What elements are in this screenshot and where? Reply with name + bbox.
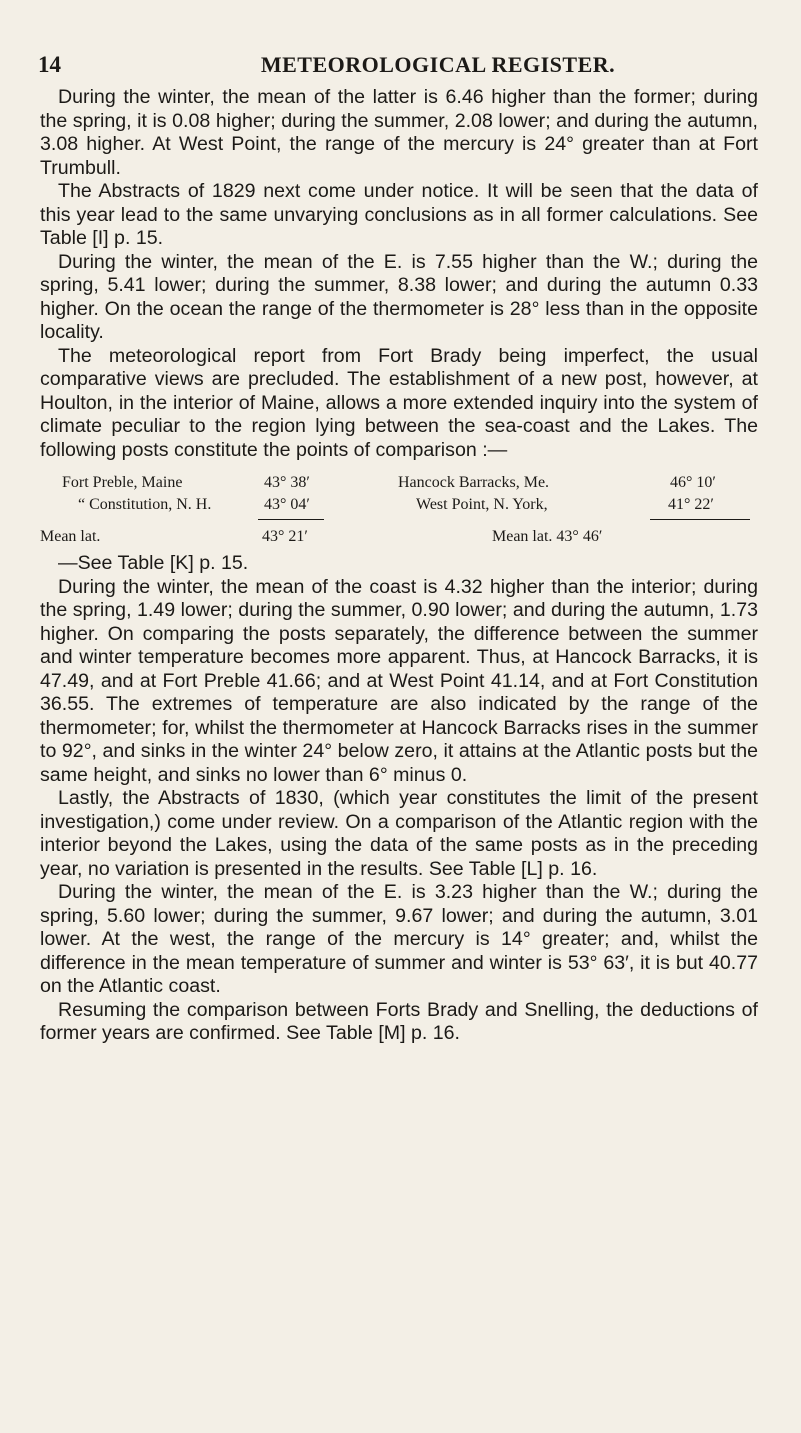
body-text [40, 86, 758, 1046]
paragraph-winter-coast: During the winter, the mean of the coast is 4.32 higher than the interior; during the spring, 1.49 lower; during the summer, 0.90 lower; and during the autumn, 1.73 higher. On comparing the posts separately, the difference between the summer and winter temperature becomes more apparent. Thus, at Hancock Barracks, it is 47.49, and at Fort Preble 41.66; and at West Point 41.14, and at Fort Constitution 36.55. The extremes of temperature are also indicated by the range of the thermometer; for, whilst the thermometer at Hancock Barracks rises in the summer to 92°, and sinks in the winter 24° below zero, it attains at the Atlantic posts but the same height, and sinks no lower than 6° minus 0. [40, 575, 758, 786]
post-name-west-point: West Point, N. York, [416, 496, 548, 513]
mean-lat-right: Mean lat. 43° 46′ [492, 528, 603, 545]
running-title: METEOROLOGICAL REGISTER. [260, 52, 616, 77]
posts-comparison-table [40, 472, 758, 552]
paragraph-abstracts-1829: The Abstracts of 1829 next come under notice. It will be seen that the data of this year lead to the same unvarying conclusions as in all former calculations. See Table [I] p. 15. [40, 180, 758, 249]
post-name-fort-constitution: “ Constitution, N. H. [78, 496, 212, 513]
see-table-k: —See Table [K] p. 15. [58, 552, 249, 574]
post-name-fort-preble: Fort Preble, Maine [62, 474, 183, 491]
post-name-hancock-barracks: Hancock Barracks, Me. [398, 474, 550, 491]
page-header [38, 52, 758, 80]
post-lat-fort-preble: 43° 38′ [264, 474, 310, 491]
paragraph-winter-east-1830: During the winter, the mean of the E. is 3.23 higher than the W.; during the spring, 5.60 lower; during the summer, 9.67 lower; and during the autumn, 3.01 lower. At the west, the range of the mercury is 14° greater; and, whilst the difference in the mean temperature of summer and winter is 53° 63′, it is but 40.77 on the Atlantic coast. [40, 881, 758, 997]
post-lat-hancock-barracks: 46° 10′ [670, 474, 716, 491]
paragraph-abstracts-1830: Lastly, the Abstracts of 1830, (which year constitutes the limit of the present investigation,) come under review. On a comparison of the Atlantic region with the interior beyond the Lakes, using the data of the same posts as in the preceding year, no variation is presented in the results. See Table [L] p. 16. [40, 787, 758, 880]
sum-rule-left [258, 519, 324, 520]
page-number: 14 [38, 52, 61, 77]
paragraph-fort-brady: The meteorological report from Fort Brady being imperfect, the usual comparative views are precluded. The establishment of a new post, however, at Houlton, in the interior of Maine, allows a more extended inquiry into the system of climate peculiar to the region lying between the sea-coast and the Lakes. The following posts constitute the points of comparison :— [40, 344, 758, 461]
paragraph-winter-latter: During the winter, the mean of the latter is 6.46 higher than the former; during the spring, it is 0.08 higher; during the summer, 2.08 lower; and during the autumn, 3.08 higher. At West Point, the range of the mercury is 24° greater than at Fort Trumbull. [40, 86, 758, 179]
post-lat-west-point: 41° 22′ [668, 496, 714, 513]
paragraph-brady-snelling: Resuming the comparison between Forts Brady and Snelling, the deductions of former years are confirmed. See Table [M] p. 16. [40, 998, 758, 1044]
sum-rule-right [650, 519, 750, 520]
mean-lat-value-left: 43° 21′ [262, 528, 308, 545]
post-lat-fort-constitution: 43° 04′ [264, 496, 310, 513]
paragraph-winter-east: During the winter, the mean of the E. is 7.55 higher than the W.; during the spring, 5.41 lower; during the summer, 8.38 lower; and during the autumn 0.33 higher. On the ocean the range of the thermometer is 28° less than in the opposite locality. [40, 250, 758, 343]
mean-lat-label-left: Mean lat. [40, 528, 101, 545]
